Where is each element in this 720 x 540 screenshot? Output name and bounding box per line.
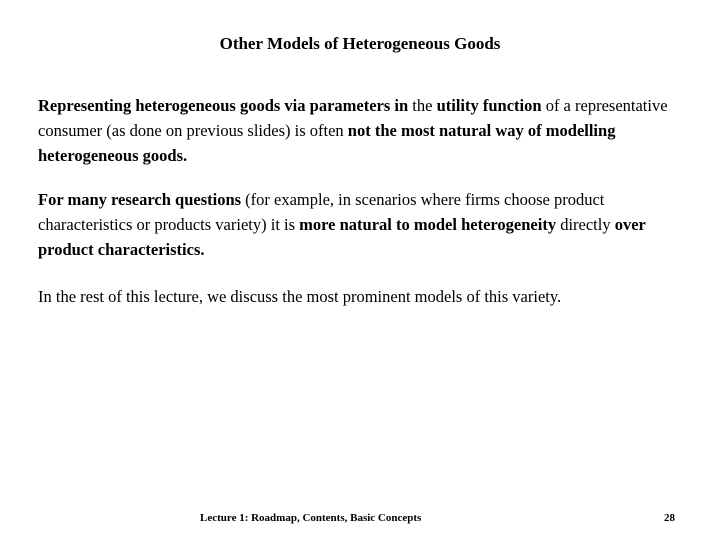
text-run: For many research questions xyxy=(38,190,242,209)
text-run: the xyxy=(408,96,437,115)
page-number: 28 xyxy=(664,512,675,524)
text-run: (for example, in scenarios where firms choose product characteristics or products variety) it is xyxy=(38,190,605,234)
text-run: not the most natural way of modelling heterogeneous goods. xyxy=(38,121,616,165)
text-run: In the rest of this lecture, we discuss the most prominent models of this variety. xyxy=(38,287,562,306)
text-run: utility function xyxy=(436,96,542,115)
paragraph-3 xyxy=(38,284,688,309)
text-run: Representing heterogeneous goods via parameters in xyxy=(38,96,409,115)
text-run: over product characteristics. xyxy=(38,215,646,259)
slide-title: Other Models of Heterogeneous Goods xyxy=(219,34,501,53)
paragraph-2 xyxy=(38,187,688,262)
footer-lecture-title: Lecture 1: Roadmap, Contents, Basic Concepts xyxy=(200,512,422,524)
text-run: directly xyxy=(556,215,615,234)
text-run: more natural to model heterogeneity xyxy=(299,215,557,234)
text-run: of a representative consumer (as done on previous slides) is often xyxy=(38,96,668,140)
paragraph-1 xyxy=(38,93,688,168)
